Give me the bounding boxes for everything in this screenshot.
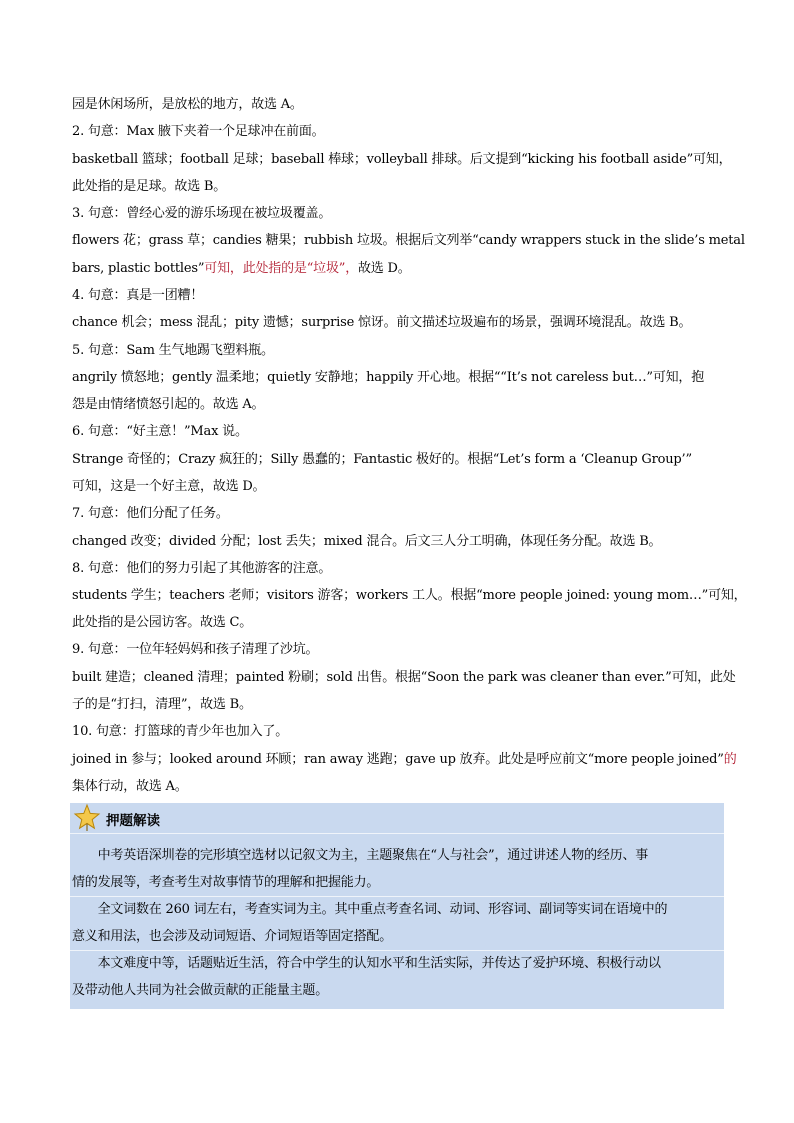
divider [70, 950, 724, 951]
text-line: 子的是“打扫，清理”，故选 B。 [72, 697, 252, 712]
text-line [72, 260, 732, 278]
text-line: basketball 篮球；football 足球；baseball 棒球；volleyball 排球。后文提到“kicking his football aside”可知， [72, 152, 732, 167]
analysis-paragraph-line: 及带动他人共同为社会做贡献的正能量主题。 [72, 983, 329, 998]
divider [70, 896, 724, 897]
question-heading: 10. 句意：打篮球的青少年也加入了。 [72, 724, 289, 739]
text-line: students 学生；teachers 老师；visitors 游客；workers 工人。根据“more people joined: young mom…”可知， [72, 588, 747, 603]
text-line: chance 机会；mess 混乱；pity 遗憾；surprise 惊讶。前文描述垃圾遍布的场景，强调环境混乱。故选 B。 [72, 315, 692, 330]
question-heading: 7. 句意：他们分配了任务。 [72, 506, 229, 521]
highlighted-text: 的 [723, 752, 737, 767]
text-line: 可知，这是一个好主意，故选 D。 [72, 479, 266, 494]
text-line: changed 改变；divided 分配；lost 丢失；mixed 混合。后文三人分工明确，体现任务分配。故选 B。 [72, 534, 662, 549]
analysis-paragraph-line: 意义和用法，也会涉及动词短语、介词短语等固定搭配。 [72, 929, 393, 944]
text-line: built 建造；cleaned 清理；painted 粉刷；sold 出售。根据“Soon the park was cleaner than ever.”可知，此处 [72, 670, 736, 685]
text-line: 此处指的是公园访客。故选 C。 [72, 615, 253, 630]
question-heading: 6. 句意：“好主意！”Max 说。 [72, 424, 248, 439]
text-segment: joined in 参与；looked around 环顾；ran away 逃跑；gave up 放弃。此处是呼应前文“more people joined” [72, 752, 724, 767]
analysis-paragraph-line: 中考英语深圳卷的完形填空选材以记叙文为主，主题聚焦在“人与社会”，通过讲述人物的经历、事 [72, 848, 649, 863]
text-line: Strange 奇怪的；Crazy 疯狂的；Silly 愚蠢的；Fantastic 极好的。根据“Let’s form a ‘Cleanup Group’” [72, 452, 692, 467]
text-line: flowers 花；grass 草；candies 糖果；rubbish 垃圾。根据后文列举“candy wrappers stuck in the slide’s metal [72, 233, 745, 248]
question-heading: 3. 句意：曾经心爱的游乐场现在被垃圾覆盖。 [72, 206, 332, 221]
text-line [72, 751, 737, 769]
analysis-box-title: 押题解读 [106, 813, 160, 829]
question-heading: 9. 句意：一位年轻妈妈和孩子清理了沙坑。 [72, 642, 319, 657]
text-segment: bars, plastic bottles” [72, 261, 205, 276]
analysis-box [70, 803, 724, 1009]
question-heading: 4. 句意：真是一团糟！ [72, 288, 204, 303]
text-line: 集体行动，故选 A。 [72, 779, 188, 794]
question-heading: 8. 句意：他们的努力引起了其他游客的注意。 [72, 561, 332, 576]
star-icon [74, 804, 100, 832]
text-line: 怨是由情绪愤怒引起的。故选 A。 [72, 397, 265, 412]
analysis-paragraph-line: 全文词数在 260 词左右，考查实词为主。其中重点考查名词、动词、形容词、副词等实词在语境中的 [72, 902, 668, 917]
text-segment: 故选 D。 [358, 261, 411, 276]
question-heading: 2. 句意：Max 腋下夹着一个足球冲在前面。 [72, 124, 325, 139]
divider [70, 833, 724, 834]
analysis-box-header [70, 803, 724, 833]
question-heading: 5. 句意：Sam 生气地踢飞塑料瓶。 [72, 343, 274, 358]
analysis-paragraph-line: 情的发展等，考查考生对故事情节的理解和把握能力。 [72, 875, 380, 890]
text-line: angrily 愤怒地；gently 温柔地；quietly 安静地；happily 开心地。根据““It’s not careless but…”可知，抱 [72, 370, 705, 385]
highlighted-text: 可知，此处指的是“垃圾”， [204, 261, 358, 276]
text-line: 园是休闲场所，是放松的地方，故选 A。 [72, 97, 303, 112]
analysis-paragraph-line: 本文难度中等，话题贴近生活，符合中学生的认知水平和生活实际，并传达了爱护环境、积极行动以 [72, 956, 661, 971]
text-line: 此处指的是足球。故选 B。 [72, 179, 227, 194]
